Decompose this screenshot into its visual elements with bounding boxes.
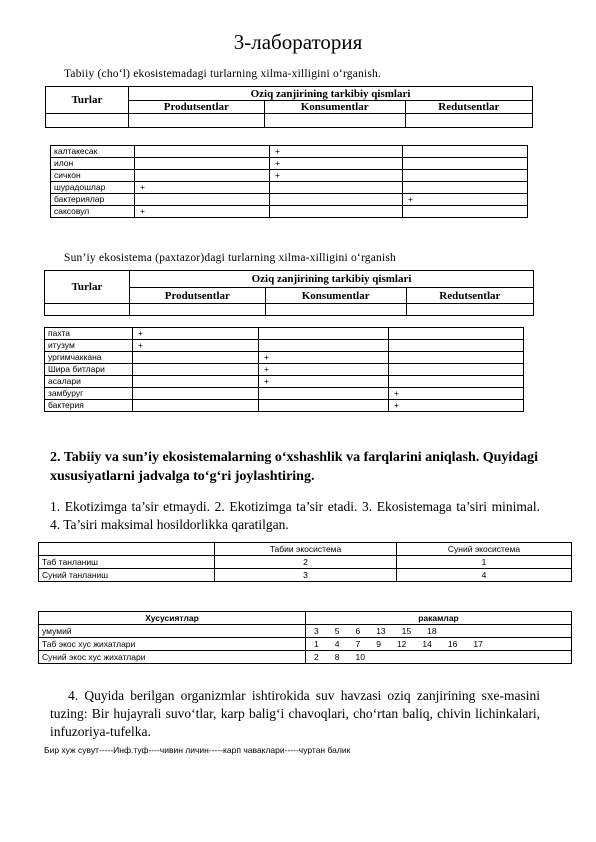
- table-row: [45, 328, 524, 340]
- producer-mark: +: [135, 182, 270, 194]
- decomposer-mark: [403, 158, 528, 170]
- consumer-mark: [259, 400, 389, 412]
- t4-header: Хусусиятлар: [39, 612, 306, 625]
- species-name: бактериялар: [51, 194, 135, 206]
- group-header: Oziq zanjirining tarkibiy qismlari: [129, 87, 533, 101]
- table-row: [45, 352, 524, 364]
- t3-header: Табии экосистема: [215, 543, 397, 556]
- consumer-mark: [270, 194, 403, 206]
- consumer-mark: [270, 182, 403, 194]
- consumer-mark: +: [259, 376, 389, 388]
- section1-heading: Tabiiy (cho‘l) ekosistemadagi turlarning xilma-xilligini o‘rganish.: [64, 68, 382, 80]
- t3-header: [39, 543, 215, 556]
- artificial-value: 1: [397, 556, 572, 569]
- table-row: [45, 340, 524, 352]
- species-name: итузум: [45, 340, 133, 352]
- section2-header-table: [44, 270, 534, 316]
- number-item: 13: [376, 626, 386, 636]
- consumer-mark: +: [270, 158, 403, 170]
- t4-header: ракамлар: [306, 612, 572, 625]
- producer-mark: [135, 158, 270, 170]
- producer-mark: +: [133, 328, 259, 340]
- producer-mark: [133, 352, 259, 364]
- number-item: 7: [355, 639, 361, 649]
- table-row: [51, 206, 528, 218]
- consumer-mark: [270, 206, 403, 218]
- task2-text: 2. Tabiiy va sun’iy ekosistemalarning o‘xshashlik va farqlarini aniqlash. Quyidagi xususiyatlarni jadvalga to‘g‘ri joylashtiring.: [50, 450, 538, 484]
- table-row: [51, 182, 528, 194]
- task2-list: 1. Ekotizimga ta’sir etmaydi. 2. Ekotizimga ta’sir etadi. 3. Ekosistemaga ta’siri minimal. 4. Ta’siri maksimal hosildorlikka qaratilgan.: [50, 499, 540, 532]
- consumer-mark: [259, 328, 389, 340]
- number-item: 6: [355, 626, 361, 636]
- producer-mark: [133, 400, 259, 412]
- row-label: Суний танланиш: [39, 569, 215, 582]
- table-row: [45, 376, 524, 388]
- consumer-mark: +: [259, 352, 389, 364]
- decomposer-mark: +: [389, 388, 524, 400]
- decomposer-mark: +: [403, 194, 528, 206]
- species-name: сичкон: [51, 170, 135, 182]
- producer-mark: [133, 388, 259, 400]
- producer-mark: [135, 170, 270, 182]
- number-item: 10: [355, 652, 365, 662]
- producer-mark: [133, 376, 259, 388]
- ecosystem-compare-table: [38, 542, 572, 582]
- task4-text: 4. Quyida berilgan organizmlar ishtirokida suv havzasi oziq zanjirining sxe-masini tuzing: Bir hujayrali suvo‘tlar, karp balig‘i chavoqlari, cho‘rtan baliq, chivin lichinkalari, infuzoriya-tufelka.: [50, 688, 540, 739]
- producer-mark: [135, 194, 270, 206]
- number-item: 18: [427, 626, 437, 636]
- decomposer-mark: +: [389, 400, 524, 412]
- consumer-mark: +: [270, 170, 403, 182]
- table-row: [51, 158, 528, 170]
- table-row: [51, 146, 528, 158]
- number-item: 15: [401, 626, 412, 636]
- artificial-value: 4: [397, 569, 572, 582]
- species-name: бактерия: [45, 400, 133, 412]
- section2-data-table: [44, 327, 524, 412]
- number-item: 14: [422, 639, 432, 649]
- consumer-mark: +: [259, 364, 389, 376]
- table-row: [45, 364, 524, 376]
- species-name: калтакесак: [51, 146, 135, 158]
- consumer-mark: [259, 340, 389, 352]
- col-header: Redutsentlar: [406, 288, 533, 304]
- number-item: 12: [396, 639, 407, 649]
- table-row: [39, 638, 572, 651]
- number-item: 1: [314, 639, 319, 649]
- species-name: пахта: [45, 328, 133, 340]
- row-label: умумий: [39, 625, 306, 638]
- number-item: 3: [314, 626, 319, 636]
- col-header: Produtsentlar: [129, 101, 265, 114]
- decomposer-mark: [403, 146, 528, 158]
- table-row: [45, 400, 524, 412]
- section1-data-table: [50, 145, 528, 218]
- producer-mark: [133, 364, 259, 376]
- table-row: [39, 651, 572, 664]
- decomposer-mark: [403, 182, 528, 194]
- producer-mark: +: [135, 206, 270, 218]
- section1-header-table: [45, 86, 533, 128]
- natural-value: 3: [215, 569, 397, 582]
- row-label: Суний экос хус жихатлари: [39, 651, 306, 664]
- species-name: асалари: [45, 376, 133, 388]
- food-chain-answer: Бир хуж сувут-----Инф.туф----чивин личин-----карп чаваклари-----чуртан балик: [44, 745, 351, 755]
- number-item: 17: [473, 639, 483, 649]
- table-row: [39, 569, 572, 582]
- decomposer-mark: [389, 376, 524, 388]
- table-row: [51, 170, 528, 182]
- col-header: Konsumentlar: [264, 101, 405, 114]
- col-header: Redutsentlar: [405, 101, 532, 114]
- decomposer-mark: [389, 340, 524, 352]
- species-name: илон: [51, 158, 135, 170]
- features-table: [38, 611, 572, 664]
- row-label: Таб экос хус жихатлари: [39, 638, 306, 651]
- number-item: 16: [447, 639, 458, 649]
- species-name: Шира битлари: [45, 364, 133, 376]
- row-label: Таб танланиш: [39, 556, 215, 569]
- species-name: саксовул: [51, 206, 135, 218]
- species-name: замбуруг: [45, 388, 133, 400]
- numbers-cell: [306, 625, 572, 638]
- number-item: 9: [376, 639, 381, 649]
- decomposer-mark: [389, 364, 524, 376]
- table-row: [39, 625, 572, 638]
- table-row: [45, 388, 524, 400]
- producer-mark: +: [133, 340, 259, 352]
- numbers-cell: [306, 638, 572, 651]
- table-row: [51, 194, 528, 206]
- number-item: 8: [334, 652, 340, 662]
- number-item: 5: [334, 626, 340, 636]
- page-title: 3-лаборатория: [233, 30, 363, 54]
- natural-value: 2: [215, 556, 397, 569]
- species-name: шурадошлар: [51, 182, 135, 194]
- section2-heading: Sun’iy ekosistema (paxtazor)dagi turlarning xilma-xilligini o‘rganish: [64, 252, 397, 264]
- turlar-header: Turlar: [45, 271, 130, 304]
- decomposer-mark: [389, 328, 524, 340]
- group-header: Oziq zanjirining tarkibiy qismlari: [130, 271, 534, 288]
- numbers-cell: [306, 651, 572, 664]
- producer-mark: [135, 146, 270, 158]
- species-name: ургимчаккана: [45, 352, 133, 364]
- turlar-header: Turlar: [46, 87, 129, 114]
- consumer-mark: +: [270, 146, 403, 158]
- table-row: [39, 556, 572, 569]
- number-item: 4: [334, 639, 340, 649]
- col-header: Konsumentlar: [265, 288, 406, 304]
- consumer-mark: [259, 388, 389, 400]
- decomposer-mark: [403, 206, 528, 218]
- number-item: 2: [314, 652, 319, 662]
- col-header: Produtsentlar: [130, 288, 266, 304]
- decomposer-mark: [389, 352, 524, 364]
- decomposer-mark: [403, 170, 528, 182]
- t3-header: Суний экосистема: [397, 543, 572, 556]
